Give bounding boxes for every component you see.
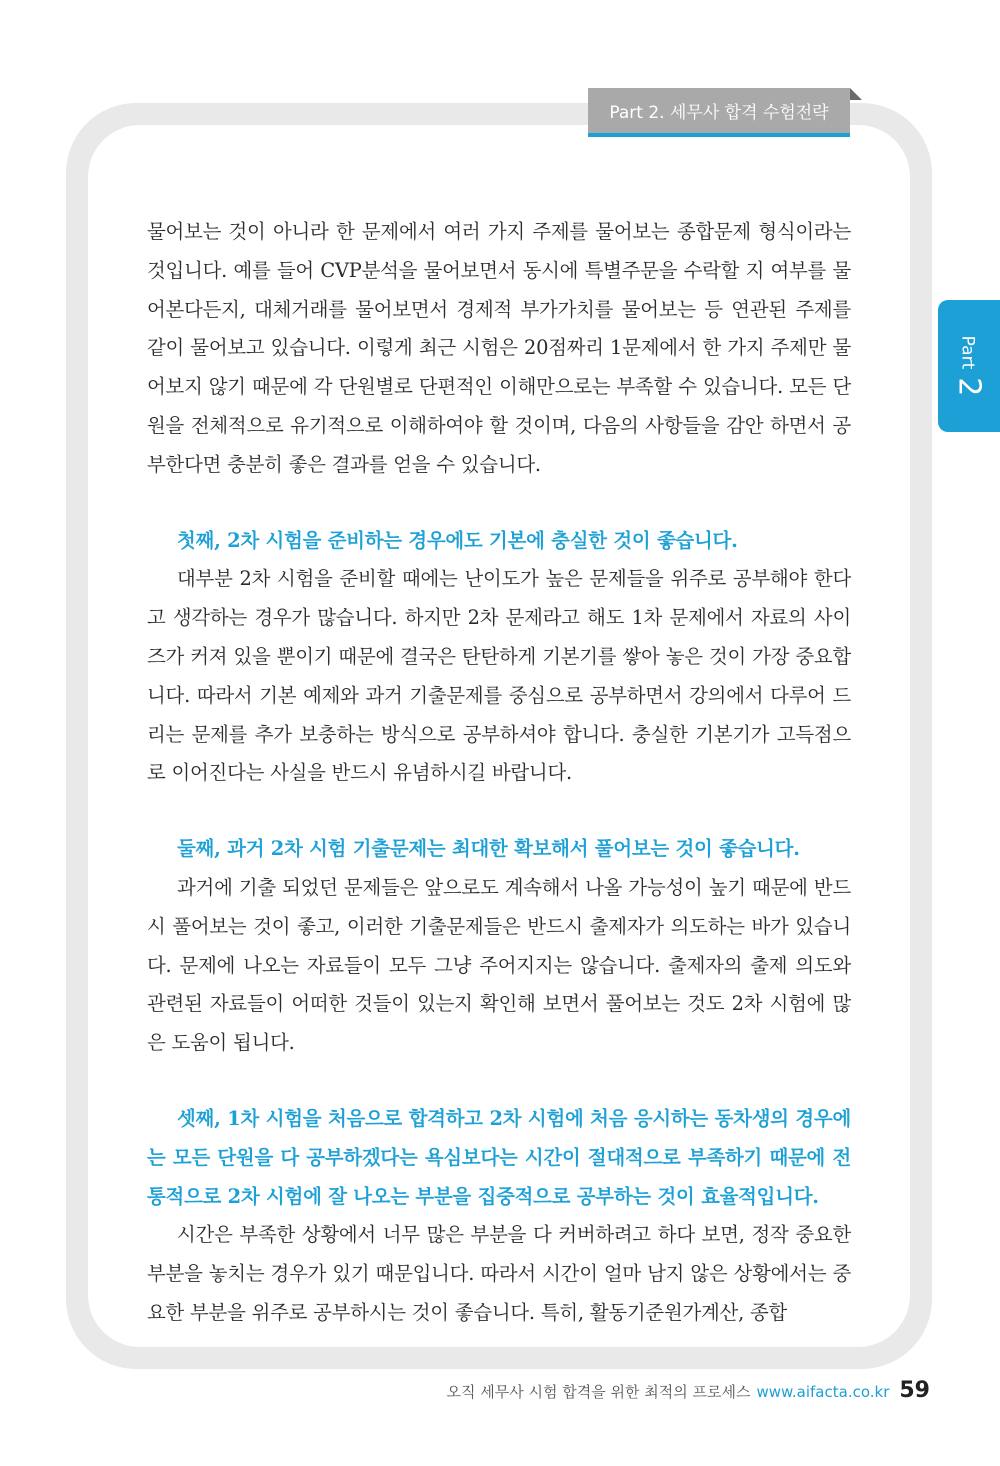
section-header-fold: [850, 88, 862, 100]
section-paragraph-1: 대부분 2차 시험을 준비할 때에는 난이도가 높은 문제들을 위주로 공부해야 한다고 생각하는 경우가 많습니다. 하지만 2차 문제라고 해도 1차 문제에서 자료의 사이즈가 커져 있을 뿐이기 때문에 결국은 탄탄하게 기본기를 쌓아 놓은 것이 가장 중요합니다. 따라서 기본 예제와 과거 기출문제를 중심으로 공부하면서 강의에서 다루어 드리는 문제를 추가 보충하는 방식으로 공부하셔야 합니다. 충실한 기본기가 고득점으로 이어진다는 사실을 반드시 유념하시길 바랍니다.: [147, 567, 851, 785]
side-tab-word: Part: [957, 335, 978, 370]
section-header-label: Part 2. 세무사 합격 수험전략: [588, 88, 850, 137]
body-content: [147, 213, 851, 1333]
section-paragraph-3: 시간은 부족한 상황에서 너무 많은 부분을 다 커버하려고 하다 보면, 정작 중요한 부분을 놓치는 경우가 있기 때문입니다. 따라서 시간이 얼마 남지 않은 상황에서는 중요한 부분을 위주로 공부하시는 것이 좋습니다. 특히, 활동기준원가계산, 종합: [147, 1223, 851, 1324]
part-side-tab: [938, 300, 1000, 432]
intro-paragraph: 물어보는 것이 아니라 한 문제에서 여러 가지 주제를 물어보는 종합문제 형식이라는 것입니다. 예를 들어 CVP분석을 물어보면서 동시에 특별주문을 수락할 지 여부를 물어본다든지, 대체거래를 물어보면서 경제적 부가가치를 물어보는 등 연관된 주제를 같이 물어보고 있습니다. 이렇게 최근 시험은 20점짜리 1문제에서 한 가지 주제만 물어보지 않기 때문에 각 단원별로 단편적인 이해만으로는 부족할 수 있습니다. 모든 단원을 전체적으로 유기적으로 이해하여야 할 것이며, 다음의 사항들을 감안 하면서 공부한다면 충분히 좋은 결과를 얻을 수 있습니다.: [147, 220, 851, 476]
page-footer: [447, 1378, 930, 1403]
side-tab-number: 2: [951, 377, 987, 397]
section-heading-3: 셋째, 1차 시험을 처음으로 합격하고 2차 시험에 처음 응시하는 동차생의 경우에는 모든 단원을 다 공부하겠다는 욕심보다는 시간이 절대적으로 부족하기 때문에 전통적으로 2차 시험에 잘 나오는 부분을 집중적으로 공부하는 것이 효율적입니다.: [147, 1106, 851, 1208]
side-tab-label: [952, 336, 987, 397]
section-heading-1: 첫째, 2차 시험을 준비하는 경우에도 기본에 충실한 것이 좋습니다.: [177, 528, 738, 552]
page-number: 59: [899, 1378, 930, 1403]
footer-url-link[interactable]: www.aifacta.co.kr: [756, 1383, 890, 1401]
footer-tagline: 오직 세무사 시험 합격을 위한 최적의 프로세스: [446, 1383, 751, 1401]
section-paragraph-2: 과거에 기출 되었던 문제들은 앞으로도 계속해서 나올 가능성이 높기 때문에 반드시 풀어보는 것이 좋고, 이러한 기출문제들은 반드시 출제자가 의도하는 바가 있습니다. 문제에 나오는 자료들이 모두 그냥 주어지지는 않습니다. 출제자의 출제 의도와 관련된 자료들이 어떠한 것들이 있는지 확인해 보면서 풀어보는 것도 2차 시험에 많은 도움이 됩니다.: [147, 875, 851, 1055]
section-heading-2: 둘째, 과거 2차 시험 기출문제는 최대한 확보해서 풀어보는 것이 좋습니다.: [177, 837, 800, 861]
